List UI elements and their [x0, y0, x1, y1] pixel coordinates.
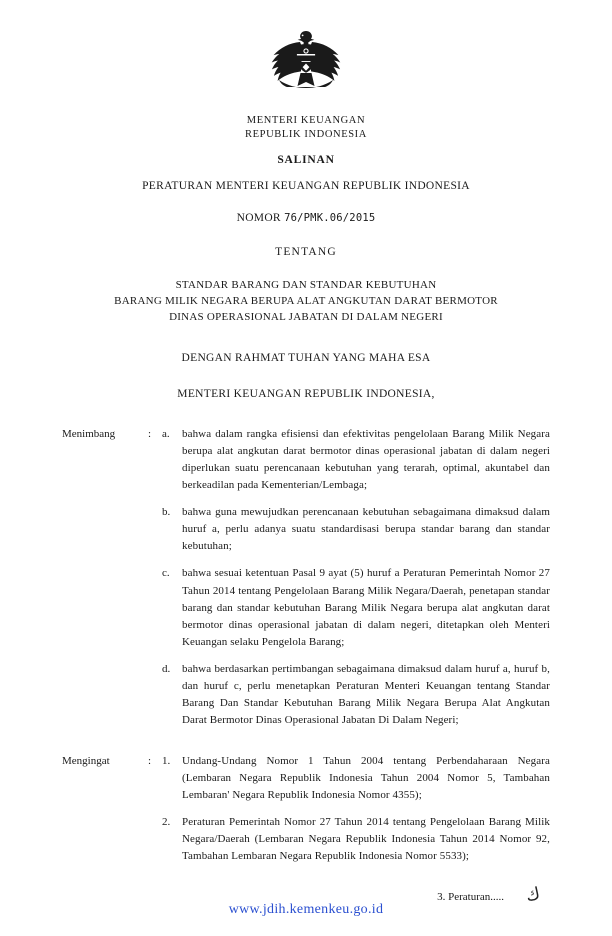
ministry-line-1: MENTERI KEUANGAN [246, 115, 366, 126]
subject-line-3: DINAS OPERASIONAL JABATAN DI DALAM NEGERI [169, 311, 443, 324]
item-text: Undang-Undang Nomor 1 Tahun 2004 tentang Perbendaharaan Negara (Lembaran Negara Republik Indonesia Tahun 2004 Nomor 5, Tambahan Lembaran' Negara Republik Indonesia Nomor 4355); [182, 754, 550, 801]
mengingat-colon: : [148, 754, 152, 767]
item-marker: c. [162, 567, 170, 580]
list-item [162, 661, 550, 729]
list-item [162, 565, 550, 650]
item-text: bahwa sesuai ketentuan Pasal 9 ayat (5) huruf a Peraturan Pemerintah Nomor 27 Tahun 2014 tentang Pengelolaan Barang Milik Negara/Daerah, penetapan standar barang dan standar kebutuhan Barang Milik Negara berupa alat angkutan darat bermotor dinas operasional jabatan di dalam negeri, ditetapkan oleh Menteri Keuangan selaku Pengelola Barang; [182, 567, 550, 648]
menimbang-label: Menimbang [62, 428, 116, 441]
menimbang-colon: : [148, 428, 152, 441]
list-item [162, 814, 550, 865]
tentang-label: TENTANG [275, 246, 337, 259]
item-text: bahwa guna mewujudkan perencanaan kebutuhan sebagaimana dimaksud dalam huruf a, perlu adanya suatu standardisasi berupa standar barang dan standar kebutuhan; [182, 506, 550, 553]
item-marker: 2. [162, 816, 171, 829]
next-page-text: 3. Peraturan..... [437, 891, 504, 904]
menimbang-row [62, 426, 550, 739]
item-marker: d. [162, 662, 171, 675]
ministry-heading [62, 114, 550, 142]
list-item [162, 753, 550, 804]
regulation-number [62, 212, 550, 224]
menimbang-items [162, 426, 550, 739]
subject-line-2: BARANG MILIK NEGARA BERUPA ALAT ANGKUTAN DARAT BERMOTOR [114, 295, 498, 308]
item-marker: 1. [162, 754, 171, 767]
ministry-line-2: REPUBLIK INDONESIA [245, 129, 367, 141]
item-marker: a. [162, 428, 170, 441]
subject-line-1: STANDAR BARANG DAN STANDAR KEBUTUHAN [175, 279, 437, 292]
mengingat-section [62, 753, 550, 875]
mengingat-row [62, 753, 550, 875]
jdih-watermark: www.jdih.kemenkeu.go.id [228, 902, 384, 917]
item-marker: b. [162, 506, 171, 519]
nomor-value: 76/PMK.06/2015 [284, 212, 376, 225]
nomor-label: NOMOR [236, 212, 281, 225]
initial-signature-mark: ك [524, 883, 542, 906]
regulation-subject [62, 278, 550, 326]
garuda-pancasila-emblem [267, 28, 345, 95]
issuing-authority: MENTERI KEUANGAN REPUBLIK INDONESIA, [177, 388, 435, 401]
mengingat-label: Mengingat [62, 754, 110, 767]
item-text: Peraturan Pemerintah Nomor 27 Tahun 2014 tentang Pengelolaan Barang Milik Negara/Daerah (Lembaran Negara Republik Indonesia Tahun 2014 Nomor 92, Tambahan Lembaran Negara Republik Indonesia Nomor 5533); [182, 816, 550, 863]
regulation-title: PERATURAN MENTERI KEUANGAN REPUBLIK INDONESIA [142, 180, 470, 193]
mengingat-items [162, 753, 550, 875]
emblem-container [62, 0, 550, 112]
item-text: bahwa dalam rangka efisiensi dan efektivitas pengelolaan Barang Milik Negara berupa alat angkutan darat bermotor dinas operasional jabatan di dalam negeri diperlukan suatu perencanaan kebutuhan yang terarah, optimal, akuntabel dan berkeadilan pada Kementerian/Lembaga; [182, 428, 550, 492]
list-item [162, 504, 550, 555]
salinan-label: SALINAN [277, 154, 335, 167]
item-text: bahwa berdasarkan pertimbangan sebagaimana dimaksud dalam huruf a, huruf b, dan huruf c, perlu menetapkan Peraturan Menteri Keuangan tentang Standar Barang Dan Standar Kebutuhan Barang Milik Negara Berupa Alat Angkutan Darat Bermotor Dinas Operasional Jabatan Di Dalam Negeri; [182, 662, 550, 726]
menimbang-section [62, 426, 550, 739]
blessing-line: DENGAN RAHMAT TUHAN YANG MAHA ESA [181, 352, 431, 365]
list-item [162, 426, 550, 494]
